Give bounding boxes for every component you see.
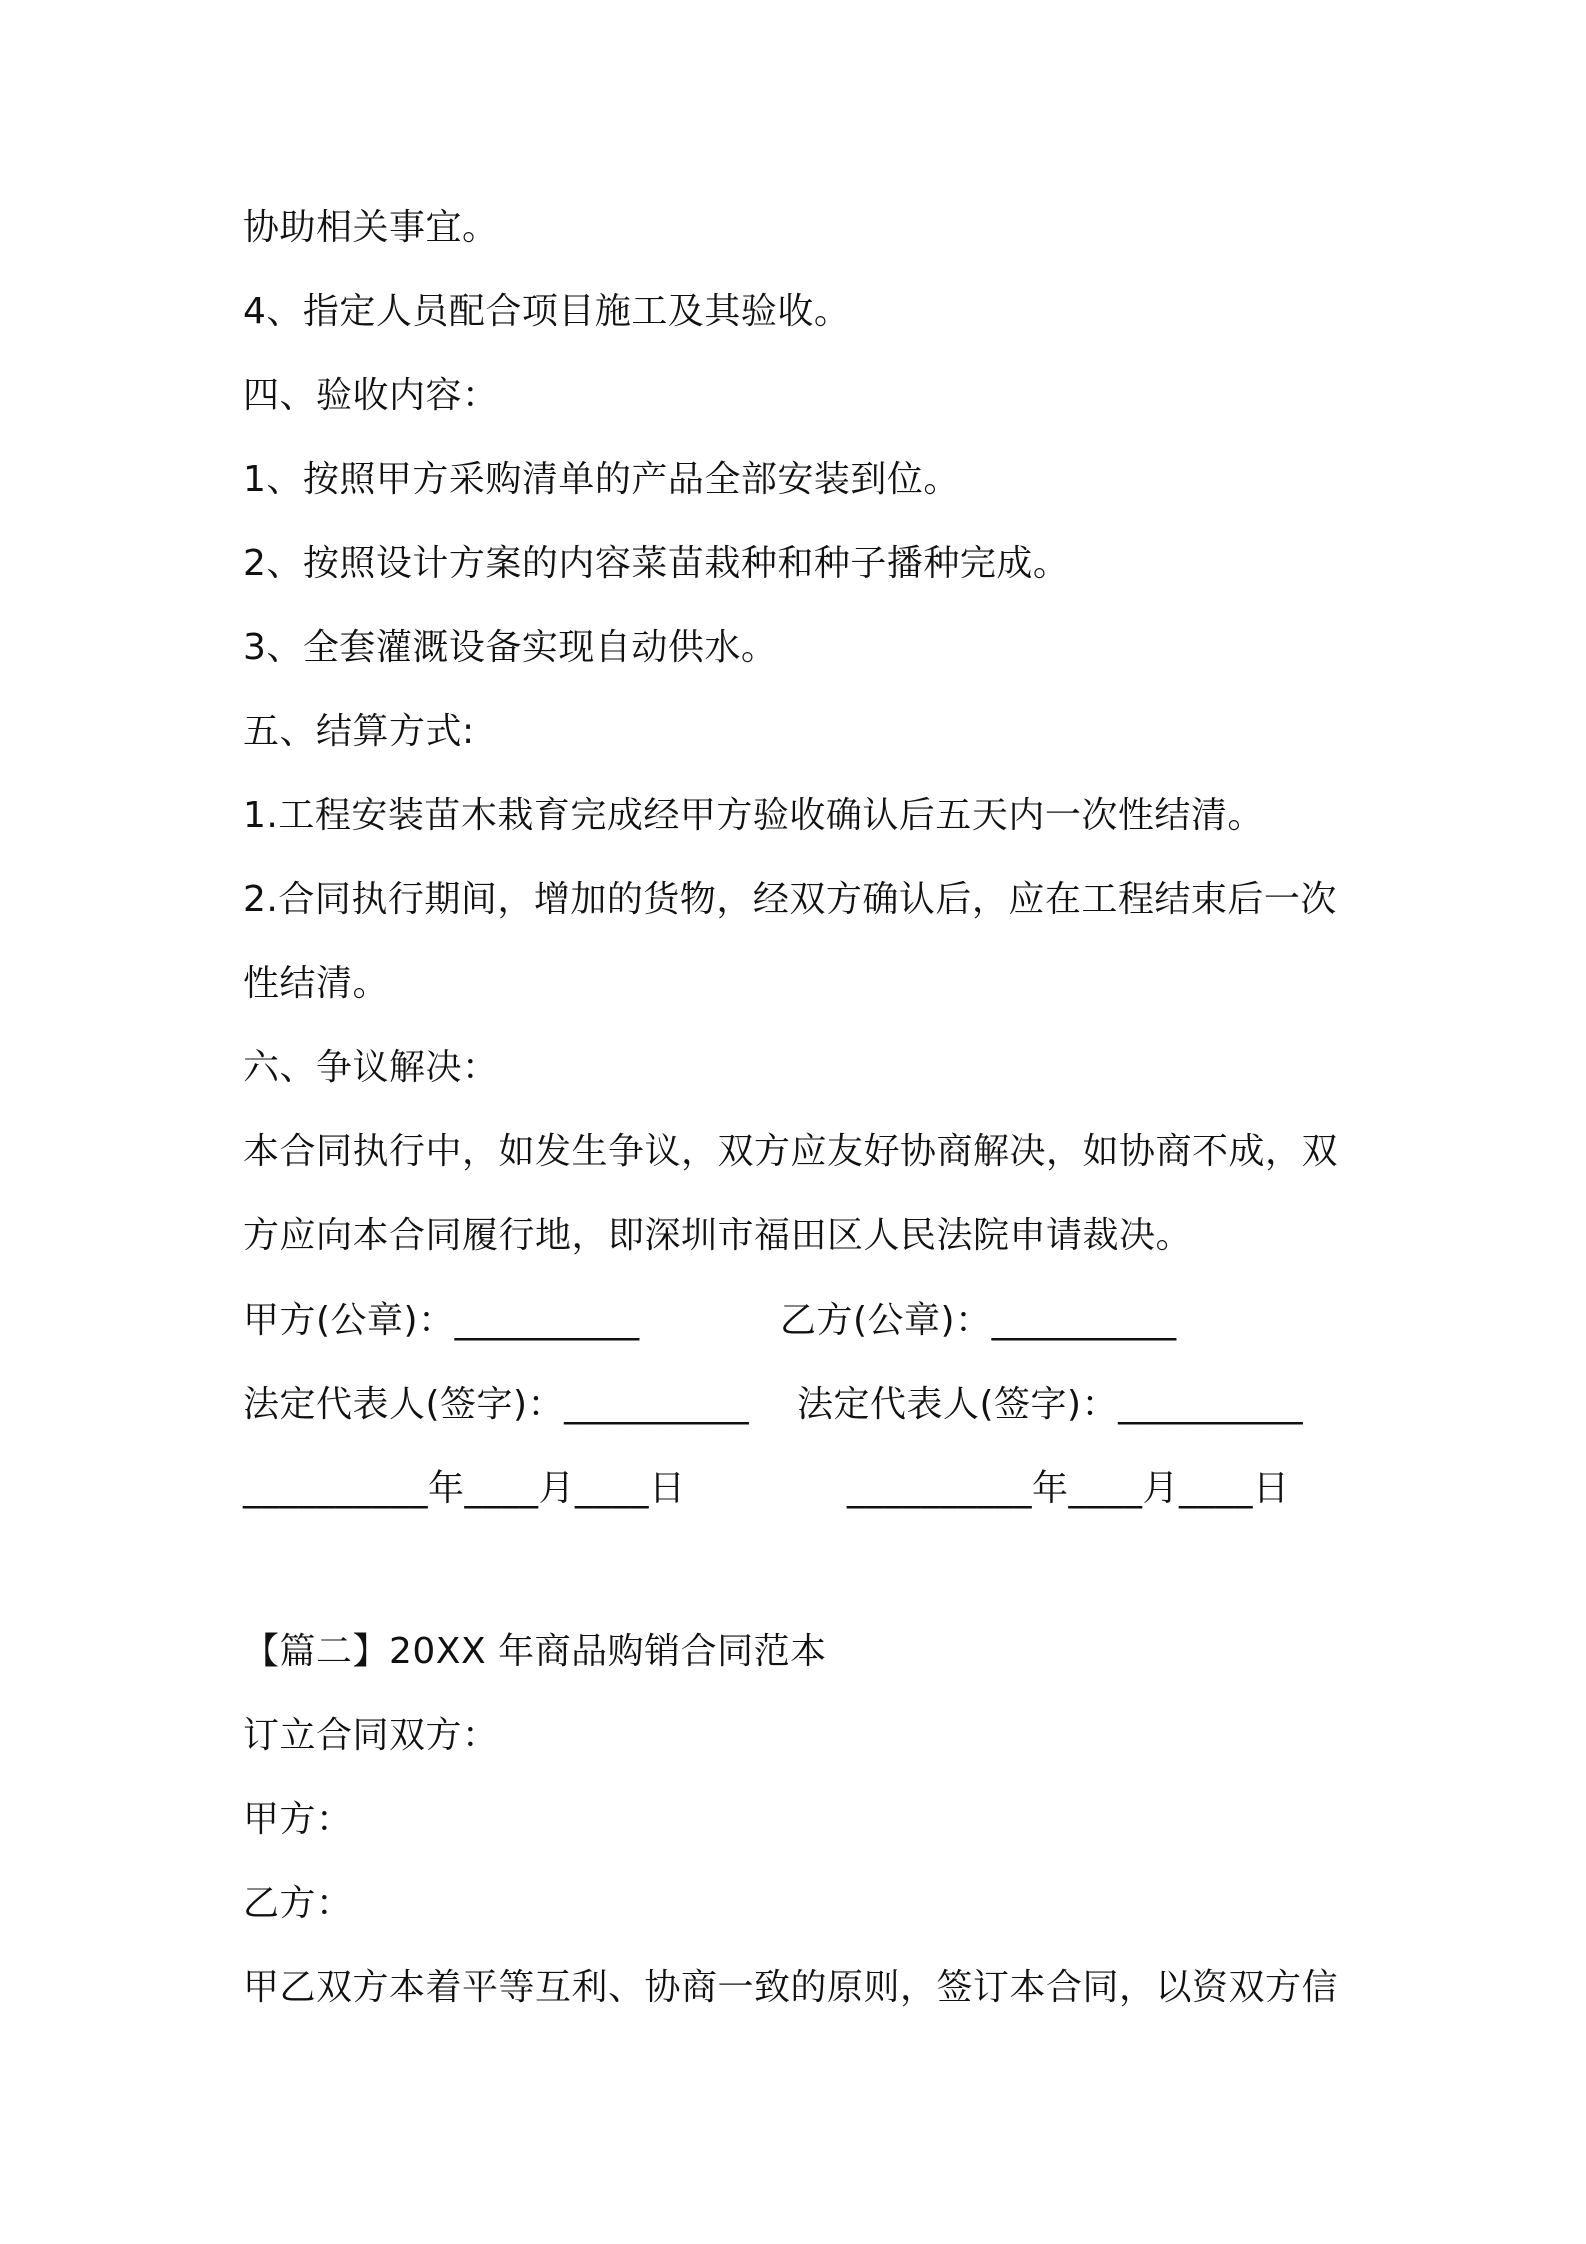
party-b-seal: 乙方(公章)：__________ xyxy=(780,1300,1177,1341)
section-heading: 四、验收内容： xyxy=(243,375,499,416)
party-a-seal: 甲方(公章)：__________ xyxy=(243,1300,640,1341)
paragraph: 乙方： xyxy=(243,1883,353,1924)
signature-date-row xyxy=(243,1465,1290,1513)
section-heading: 五、结算方式: xyxy=(243,711,475,752)
paragraph: 甲乙双方本着平等互利、协商一致的原则，签订本合同，以资双方信 xyxy=(243,1967,1339,2008)
party-b-representative: 法定代表人(签字)：__________ xyxy=(797,1384,1304,1425)
paragraph: 性结清。 xyxy=(243,963,390,1004)
party-a-date: __________年____月____日 xyxy=(243,1468,686,1509)
paragraph: 3、全套灌溉设备实现自动供水。 xyxy=(243,627,778,668)
signature-rep-row xyxy=(243,1381,1304,1429)
paragraph: 协助相关事宜。 xyxy=(243,207,499,248)
section-heading: 六、争议解决： xyxy=(243,1047,499,1088)
paragraph: 订立合同双方： xyxy=(243,1715,499,1756)
party-b-date: __________年____月____日 xyxy=(847,1468,1290,1509)
paragraph: 1、按照甲方采购清单的产品全部安装到位。 xyxy=(243,459,960,500)
paragraph: 1.工程安装苗木栽育完成经甲方验收确认后五天内一次性结清。 xyxy=(243,795,1264,836)
section2-heading: 【篇二】20XX 年商品购销合同范本 xyxy=(243,1631,827,1672)
paragraph: 本合同执行中，如发生争议，双方应友好协商解决，如协商不成，双 xyxy=(243,1131,1339,1172)
paragraph: 4、指定人员配合项目施工及其验收。 xyxy=(243,291,851,332)
signature-seal-row xyxy=(243,1297,1177,1345)
paragraph: 甲方： xyxy=(243,1799,353,1840)
paragraph: 方应向本合同履行地，即深圳市福田区人民法院申请裁决。 xyxy=(243,1215,1193,1256)
paragraph: 2.合同执行期间，增加的货物，经双方确认后，应在工程结束后一次 xyxy=(243,879,1337,920)
party-a-representative: 法定代表人(签字)：__________ xyxy=(243,1384,750,1425)
paragraph: 2、按照设计方案的内容菜苗栽种和种子播种完成。 xyxy=(243,543,1070,584)
